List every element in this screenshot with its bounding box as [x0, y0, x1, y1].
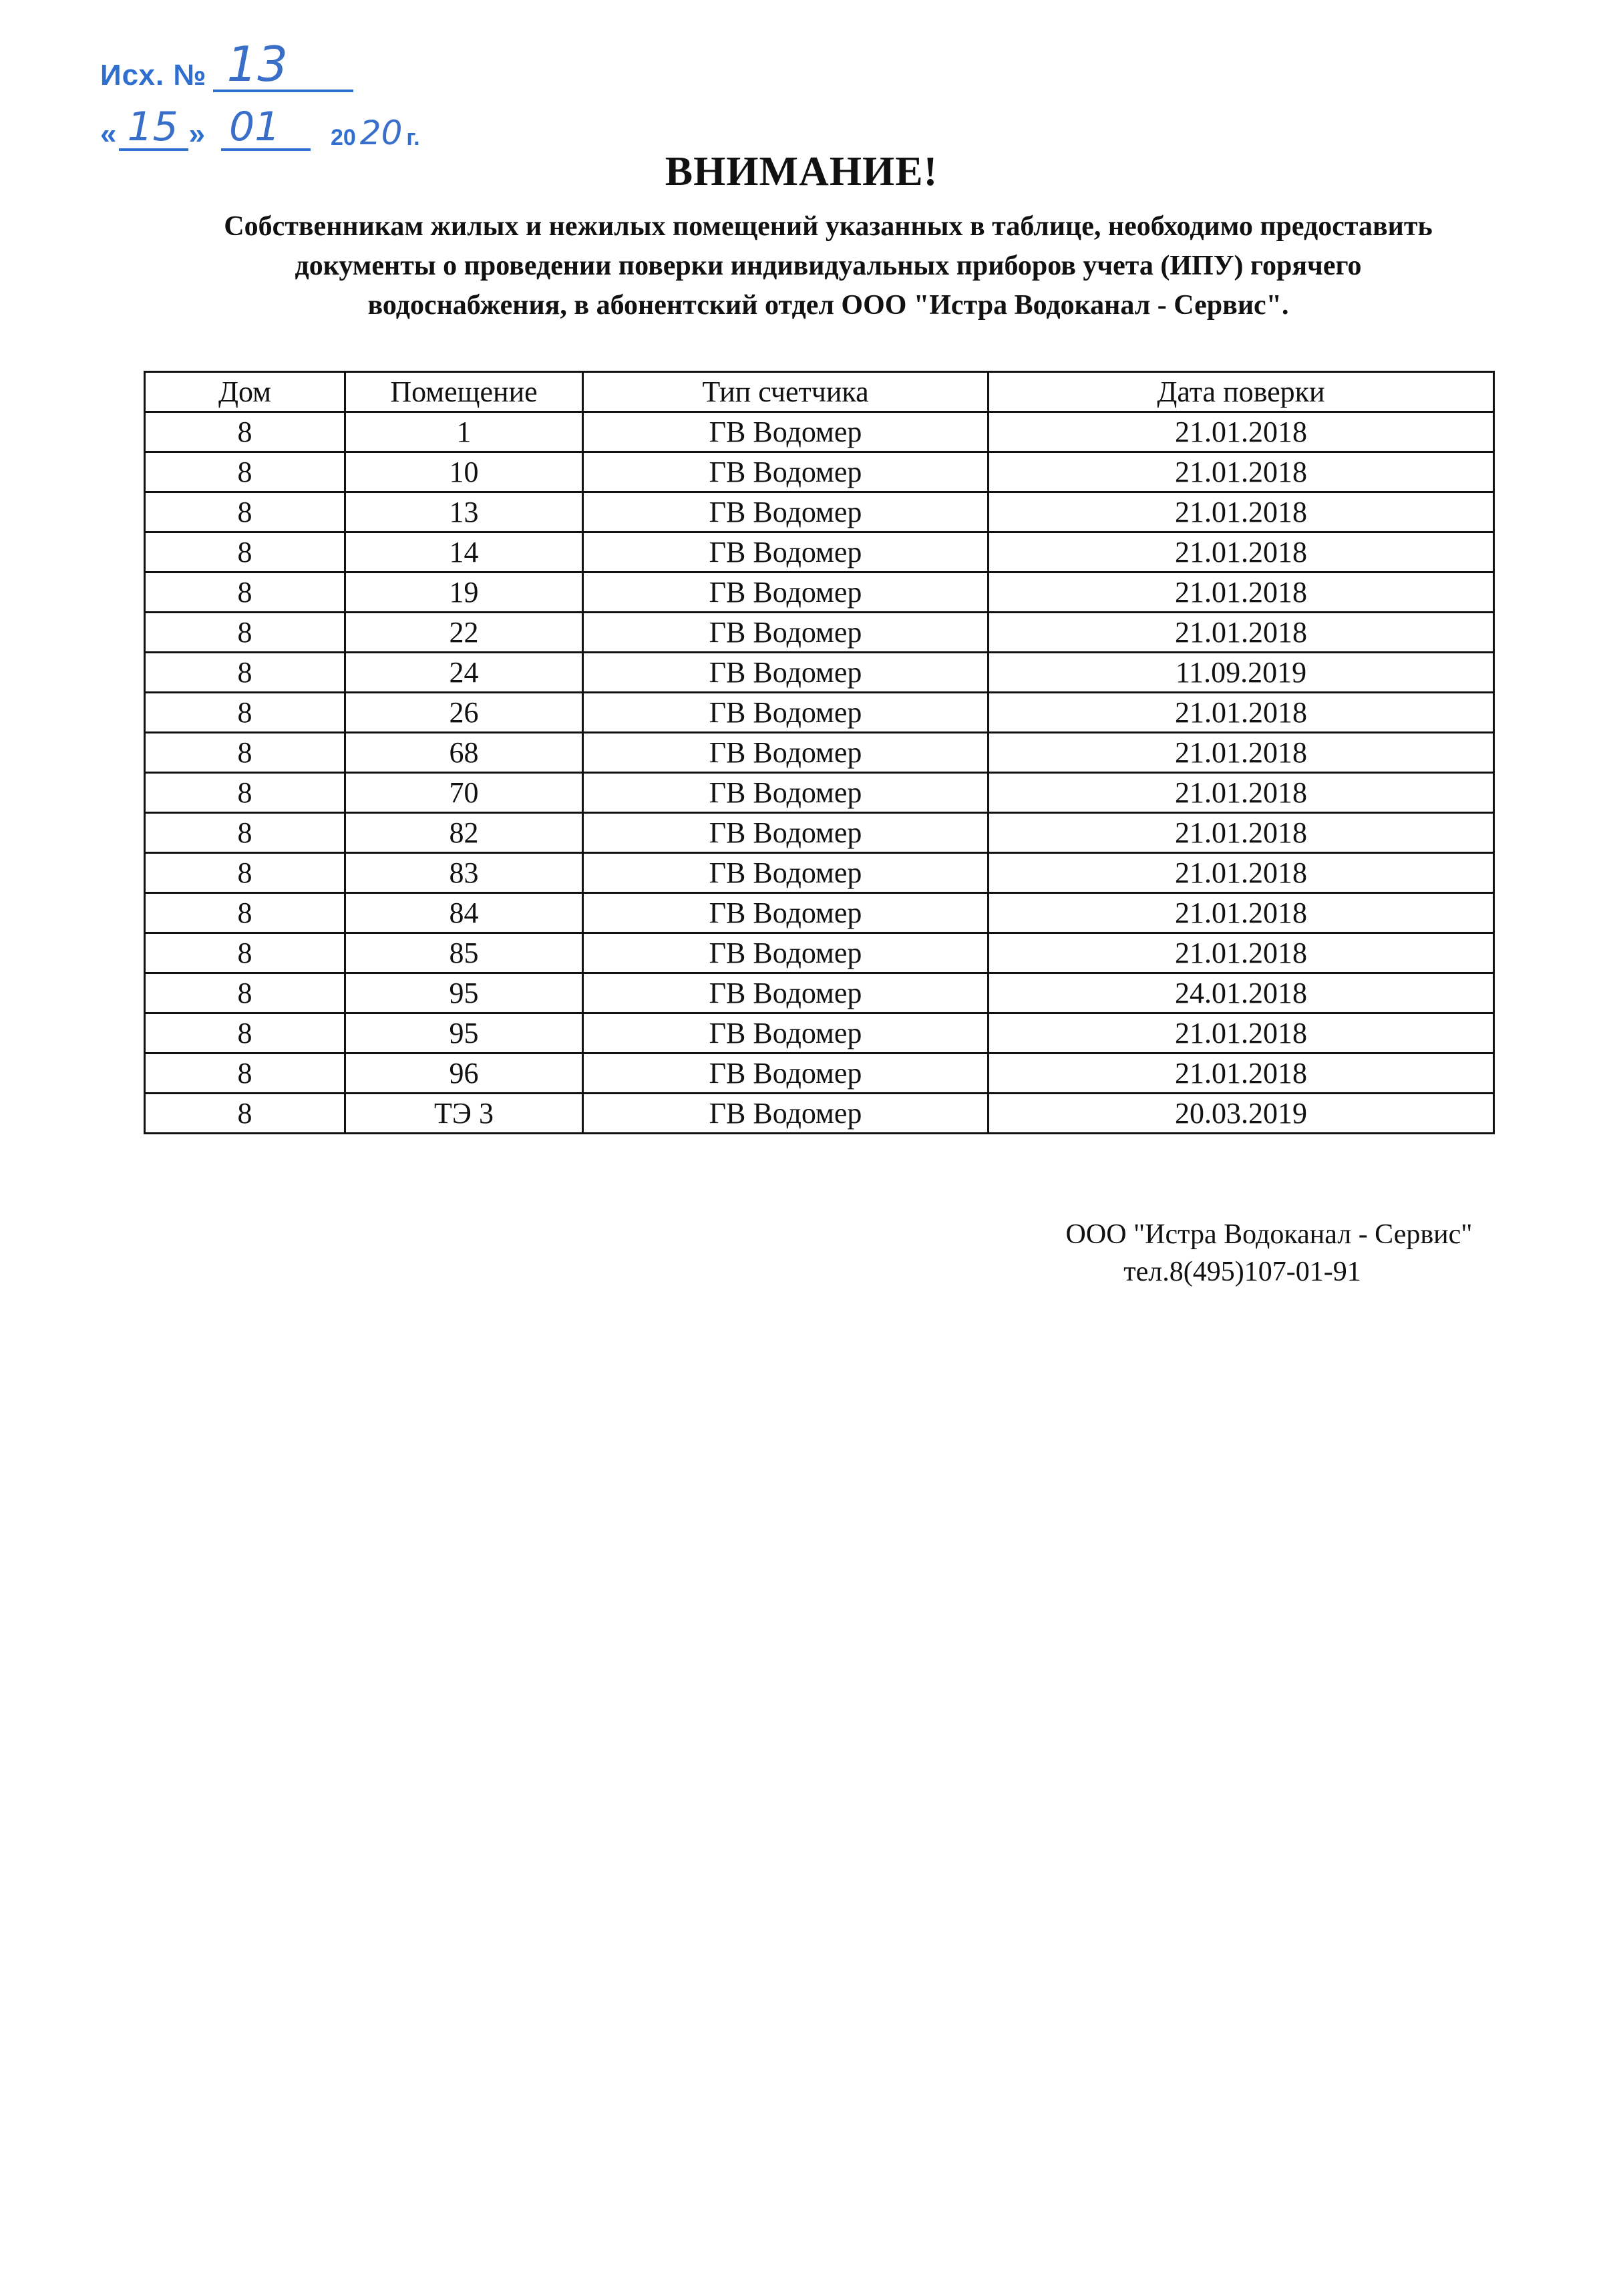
table-row	[145, 733, 1494, 773]
cell-premises: 24	[345, 653, 583, 693]
stamp-close-quote: »	[188, 118, 205, 150]
cell-house: 8	[145, 532, 345, 572]
cell-house: 8	[145, 1013, 345, 1053]
cell-meter-type: ГВ Водомер	[583, 1053, 989, 1094]
cell-verification-date: 20.03.2019	[989, 1094, 1494, 1134]
cell-meter-type: ГВ Водомер	[583, 1094, 989, 1134]
stamp-year-suffix: г.	[406, 125, 420, 150]
table-row	[145, 1053, 1494, 1094]
cell-house: 8	[145, 733, 345, 773]
cell-house: 8	[145, 613, 345, 653]
table-row	[145, 572, 1494, 613]
table-row	[145, 1094, 1494, 1134]
signature-block	[935, 1216, 1550, 1291]
cell-house: 8	[145, 773, 345, 813]
cell-meter-type: ГВ Водомер	[583, 532, 989, 572]
cell-meter-type: ГВ Водомер	[583, 452, 989, 492]
cell-premises: 96	[345, 1053, 583, 1094]
cell-meter-type: ГВ Водомер	[583, 853, 989, 893]
table-row	[145, 973, 1494, 1013]
stamp-date-line	[100, 104, 420, 152]
cell-premises: 19	[345, 572, 583, 613]
table-body	[145, 412, 1494, 1134]
stamp-handwritten-number: 13	[213, 40, 353, 92]
table-header-row	[145, 372, 1494, 412]
meter-verification-table	[144, 371, 1495, 1134]
cell-premises: 1	[345, 412, 583, 452]
cell-verification-date: 24.01.2018	[989, 973, 1494, 1013]
table-row	[145, 893, 1494, 933]
cell-house: 8	[145, 492, 345, 532]
cell-verification-date: 21.01.2018	[989, 1013, 1494, 1053]
cell-house: 8	[145, 893, 345, 933]
outgoing-number-stamp	[100, 27, 420, 160]
cell-meter-type: ГВ Водомер	[583, 1013, 989, 1053]
stamp-year-prefix: 20	[330, 125, 356, 150]
cell-verification-date: 21.01.2018	[989, 893, 1494, 933]
cell-house: 8	[145, 853, 345, 893]
cell-premises: 14	[345, 532, 583, 572]
cell-house: 8	[145, 693, 345, 733]
cell-premises: 84	[345, 893, 583, 933]
cell-meter-type: ГВ Водомер	[583, 893, 989, 933]
cell-verification-date: 21.01.2018	[989, 492, 1494, 532]
cell-verification-date: 21.01.2018	[989, 572, 1494, 613]
header-premises: Помещение	[345, 372, 583, 412]
cell-premises: 83	[345, 853, 583, 893]
cell-premises: 70	[345, 773, 583, 813]
cell-meter-type: ГВ Водомер	[583, 733, 989, 773]
table-row	[145, 412, 1494, 452]
header-meter-type: Тип счетчика	[583, 372, 989, 412]
stamp-handwritten-month: 01	[221, 107, 311, 151]
cell-verification-date: 21.01.2018	[989, 452, 1494, 492]
notice-text: Собственникам жилых и нежилых помещений указанных в таблице, необходимо предоставить документы о проведении поверки индивидуальных приборов учета (ИПУ) горячего водоснабжения, в абонентский отдел ООО "Истра Водоканал - Сервис".	[224, 211, 1433, 321]
header-verification-date: Дата поверки	[989, 372, 1494, 412]
cell-meter-type: ГВ Водомер	[583, 412, 989, 452]
stamp-handwritten-year: 20	[359, 114, 403, 152]
cell-premises: 68	[345, 733, 583, 773]
cell-premises: 95	[345, 1013, 583, 1053]
table-row	[145, 613, 1494, 653]
cell-house: 8	[145, 973, 345, 1013]
cell-verification-date: 21.01.2018	[989, 773, 1494, 813]
cell-verification-date: 21.01.2018	[989, 412, 1494, 452]
cell-verification-date: 21.01.2018	[989, 853, 1494, 893]
table-row	[145, 773, 1494, 813]
table-row	[145, 853, 1494, 893]
cell-verification-date: 21.01.2018	[989, 933, 1494, 973]
cell-house: 8	[145, 412, 345, 452]
cell-house: 8	[145, 572, 345, 613]
cell-house: 8	[145, 452, 345, 492]
cell-verification-date: 21.01.2018	[989, 693, 1494, 733]
cell-premises: ТЭ 3	[345, 1094, 583, 1134]
cell-meter-type: ГВ Водомер	[583, 933, 989, 973]
cell-house: 8	[145, 933, 345, 973]
table-row	[145, 1013, 1494, 1053]
cell-premises: 95	[345, 973, 583, 1013]
cell-verification-date: 21.01.2018	[989, 1053, 1494, 1094]
cell-house: 8	[145, 1094, 345, 1134]
stamp-outgoing-label: Исх. №	[100, 59, 207, 92]
cell-premises: 82	[345, 813, 583, 853]
table-row	[145, 653, 1494, 693]
page-title: ВНИМАНИЕ!	[665, 149, 938, 194]
cell-meter-type: ГВ Водомер	[583, 613, 989, 653]
stamp-handwritten-day: 15	[119, 107, 188, 151]
cell-meter-type: ГВ Водомер	[583, 813, 989, 853]
cell-meter-type: ГВ Водомер	[583, 773, 989, 813]
cell-premises: 22	[345, 613, 583, 653]
table-row	[145, 532, 1494, 572]
cell-verification-date: 21.01.2018	[989, 613, 1494, 653]
cell-house: 8	[145, 653, 345, 693]
cell-house: 8	[145, 813, 345, 853]
cell-meter-type: ГВ Водомер	[583, 492, 989, 532]
cell-premises: 26	[345, 693, 583, 733]
table-row	[145, 492, 1494, 532]
cell-meter-type: ГВ Водомер	[583, 653, 989, 693]
cell-premises: 10	[345, 452, 583, 492]
table-row	[145, 452, 1494, 492]
signature-org: ООО "Истра Водоканал - Сервис"	[1065, 1219, 1473, 1250]
table-row	[145, 693, 1494, 733]
cell-meter-type: ГВ Водомер	[583, 973, 989, 1013]
cell-meter-type: ГВ Водомер	[583, 693, 989, 733]
cell-premises: 13	[345, 492, 583, 532]
cell-verification-date: 21.01.2018	[989, 532, 1494, 572]
cell-premises: 85	[345, 933, 583, 973]
cell-meter-type: ГВ Водомер	[583, 572, 989, 613]
cell-house: 8	[145, 1053, 345, 1094]
cell-verification-date: 21.01.2018	[989, 813, 1494, 853]
stamp-number-line	[100, 36, 353, 92]
cell-verification-date: 21.01.2018	[989, 733, 1494, 773]
cell-verification-date: 11.09.2019	[989, 653, 1494, 693]
table-row	[145, 933, 1494, 973]
header-house: Дом	[145, 372, 345, 412]
signature-phone: тел.8(495)107-01-91	[1123, 1257, 1361, 1287]
stamp-open-quote: «	[100, 118, 117, 150]
table-row	[145, 813, 1494, 853]
